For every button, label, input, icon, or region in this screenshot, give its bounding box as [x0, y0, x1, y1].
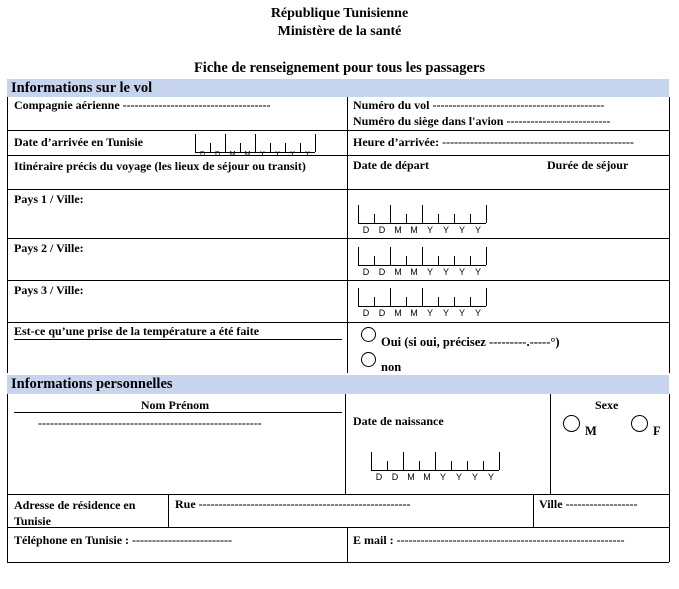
- date-format-letter: D: [214, 151, 221, 158]
- table-right-border: [669, 394, 670, 562]
- date-ticks: [358, 248, 486, 266]
- date-tick: [374, 297, 375, 306]
- date-tick: [422, 288, 423, 306]
- column-divider: [347, 527, 348, 562]
- flight-number-label: Numéro du vol -------------------------------------------: [353, 98, 605, 112]
- date-format-letter: M: [394, 225, 402, 235]
- temperature-question: Est-ce qu’une prise de la température a été faite: [14, 324, 260, 338]
- column-divider: [347, 97, 348, 373]
- row-divider: [7, 322, 669, 323]
- date-format-letter: M: [410, 308, 418, 318]
- name-label: Nom Prénom: [140, 398, 210, 412]
- date-format-letter: M: [410, 267, 418, 277]
- date-tick: [406, 256, 407, 265]
- date-tick: [483, 461, 484, 470]
- date-format-letter: Y: [471, 472, 478, 482]
- row-divider: [7, 155, 669, 156]
- date-format-letter: D: [375, 472, 383, 482]
- date-tick: [438, 214, 439, 223]
- departure-date-label: Date de départ: [353, 158, 429, 172]
- date-tick: [438, 297, 439, 306]
- date-format-letter: Y: [442, 308, 449, 318]
- email-field[interactable]: E mail : ---------------------------------------------------------: [353, 533, 625, 547]
- date-format-letter: M: [423, 472, 431, 482]
- date-tick: [470, 297, 471, 306]
- date-format-letter: M: [394, 267, 402, 277]
- date-tick: [358, 288, 359, 306]
- date-tick: [390, 288, 391, 306]
- date-tick: [486, 288, 487, 306]
- date-tick: [255, 134, 256, 152]
- stay-duration-label: Durée de séjour: [547, 158, 629, 172]
- date-format-letter: D: [391, 472, 399, 482]
- row-divider: [7, 130, 669, 131]
- date-tick: [438, 256, 439, 265]
- date-tick: [435, 452, 436, 470]
- table-bottom-border: [7, 562, 669, 563]
- date-tick: [390, 247, 391, 265]
- country3-label: Pays 3 / Ville:: [14, 283, 84, 297]
- date-tick: [470, 256, 471, 265]
- date-format-letter: Y: [426, 225, 433, 235]
- date-ticks: [358, 289, 486, 307]
- date-format-letter: Y: [426, 267, 433, 277]
- date-format-letter: D: [362, 267, 370, 277]
- date-format-letter: Y: [442, 267, 449, 277]
- date-format-letter: Y: [305, 151, 310, 158]
- column-divider: [550, 394, 551, 494]
- date-tick: [454, 297, 455, 306]
- sex-label: Sexe: [595, 398, 619, 412]
- date-tick: [470, 214, 471, 223]
- date-format-letter: Y: [487, 472, 494, 482]
- date-tick: [390, 205, 391, 223]
- date-tick: [195, 134, 196, 152]
- date-format-letter: Y: [474, 225, 481, 235]
- name-underline: [14, 412, 342, 413]
- date-tick: [387, 461, 388, 470]
- date-tick: [486, 205, 487, 223]
- country2-label: Pays 2 / Ville:: [14, 241, 84, 255]
- date-tick: [422, 205, 423, 223]
- temperature-no-label: non: [381, 360, 402, 374]
- date-tick: [358, 247, 359, 265]
- date-tick: [422, 247, 423, 265]
- date-tick: [406, 297, 407, 306]
- sex-male-radio[interactable]: [563, 415, 580, 432]
- personal-section-header: Informations personnelles: [7, 375, 669, 394]
- date-format-letter: M: [407, 472, 415, 482]
- date-tick: [467, 461, 468, 470]
- date-format-letter: Y: [474, 267, 481, 277]
- ministry-title: Ministère de la santé: [277, 24, 402, 39]
- date-format-letter: M: [244, 151, 251, 158]
- flight-section-header: Informations sur le vol: [7, 79, 669, 97]
- city-field[interactable]: Ville ------------------: [539, 497, 638, 511]
- date-tick: [454, 214, 455, 223]
- date-format-letter: D: [378, 267, 386, 277]
- date-format-letter: D: [378, 225, 386, 235]
- date-tick: [225, 134, 226, 152]
- airline-label: Compagnie aérienne -------------------------------------: [14, 98, 271, 112]
- question-underline: [14, 339, 342, 340]
- date-format-letter: Y: [458, 225, 465, 235]
- street-field[interactable]: Rue -----------------------------------------------------: [175, 497, 411, 511]
- phone-field[interactable]: Téléphone en Tunisie : -------------------------: [14, 533, 232, 547]
- date-tick: [358, 205, 359, 223]
- date-format-letter: Y: [442, 225, 449, 235]
- date-format-letter: D: [362, 308, 370, 318]
- date-ticks: [371, 453, 499, 471]
- date-tick: [499, 452, 500, 470]
- date-ticks: [358, 206, 486, 224]
- date-format-letter: Y: [474, 308, 481, 318]
- date-format-letter: Y: [260, 151, 265, 158]
- column-divider: [168, 494, 169, 527]
- date-tick: [374, 214, 375, 223]
- row-divider: [7, 189, 669, 190]
- column-divider: [345, 394, 346, 494]
- sex-male-label: M: [585, 424, 597, 438]
- date-tick: [486, 247, 487, 265]
- date-format-letter: M: [394, 308, 402, 318]
- date-tick: [403, 452, 404, 470]
- row-divider: [7, 238, 669, 239]
- date-tick: [419, 461, 420, 470]
- itinerary-label: Itinéraire précis du voyage (les lieux de séjour ou transit): [14, 159, 306, 173]
- sex-female-label: F: [653, 424, 661, 438]
- date-format-letter: Y: [458, 267, 465, 277]
- country-title: République Tunisienne: [270, 6, 409, 21]
- temperature-yes-label: Oui (si oui, précisez ---------.-----°): [381, 335, 560, 349]
- date-format-letter: Y: [439, 472, 446, 482]
- seat-number-label: Numéro du siège dans l'avion --------------------------: [353, 114, 611, 128]
- arrival-time-label: Heure d’arrivée: ------------------------------------------------: [353, 135, 634, 149]
- row-divider: [7, 494, 669, 495]
- date-format-letter: M: [410, 225, 418, 235]
- date-format-letter: D: [378, 308, 386, 318]
- date-format-letter: M: [229, 151, 236, 158]
- temperature-yes-radio[interactable]: [361, 327, 376, 342]
- date-format-letter: Y: [426, 308, 433, 318]
- date-tick: [454, 256, 455, 265]
- date-tick: [406, 214, 407, 223]
- birth-date-label: Date de naissance: [353, 414, 444, 428]
- date-format-letter: Y: [458, 308, 465, 318]
- date-format-letter: Y: [455, 472, 462, 482]
- table-right-border: [669, 97, 670, 373]
- date-format-letter: Y: [290, 151, 295, 158]
- table-left-border: [7, 97, 8, 373]
- table-left-border: [7, 394, 8, 562]
- date-format-letter: D: [362, 225, 370, 235]
- arrival-date-label: Date d’arrivée en Tunisie: [14, 135, 143, 149]
- address-label: Adresse de résidence en Tunisie: [14, 498, 136, 528]
- date-tick: [371, 452, 372, 470]
- date-tick: [315, 134, 316, 152]
- date-format-letter: Y: [275, 151, 280, 158]
- column-divider: [533, 494, 534, 527]
- temperature-no-radio[interactable]: [361, 352, 376, 367]
- date-format-letter: D: [199, 151, 206, 158]
- name-field[interactable]: --------------------------------------------------------: [38, 416, 262, 430]
- row-divider: [7, 280, 669, 281]
- date-tick: [451, 461, 452, 470]
- sex-female-radio[interactable]: [631, 415, 648, 432]
- country1-label: Pays 1 / Ville:: [14, 192, 84, 206]
- form-title: Fiche de renseignement pour tous les passagers: [193, 60, 486, 76]
- date-tick: [374, 256, 375, 265]
